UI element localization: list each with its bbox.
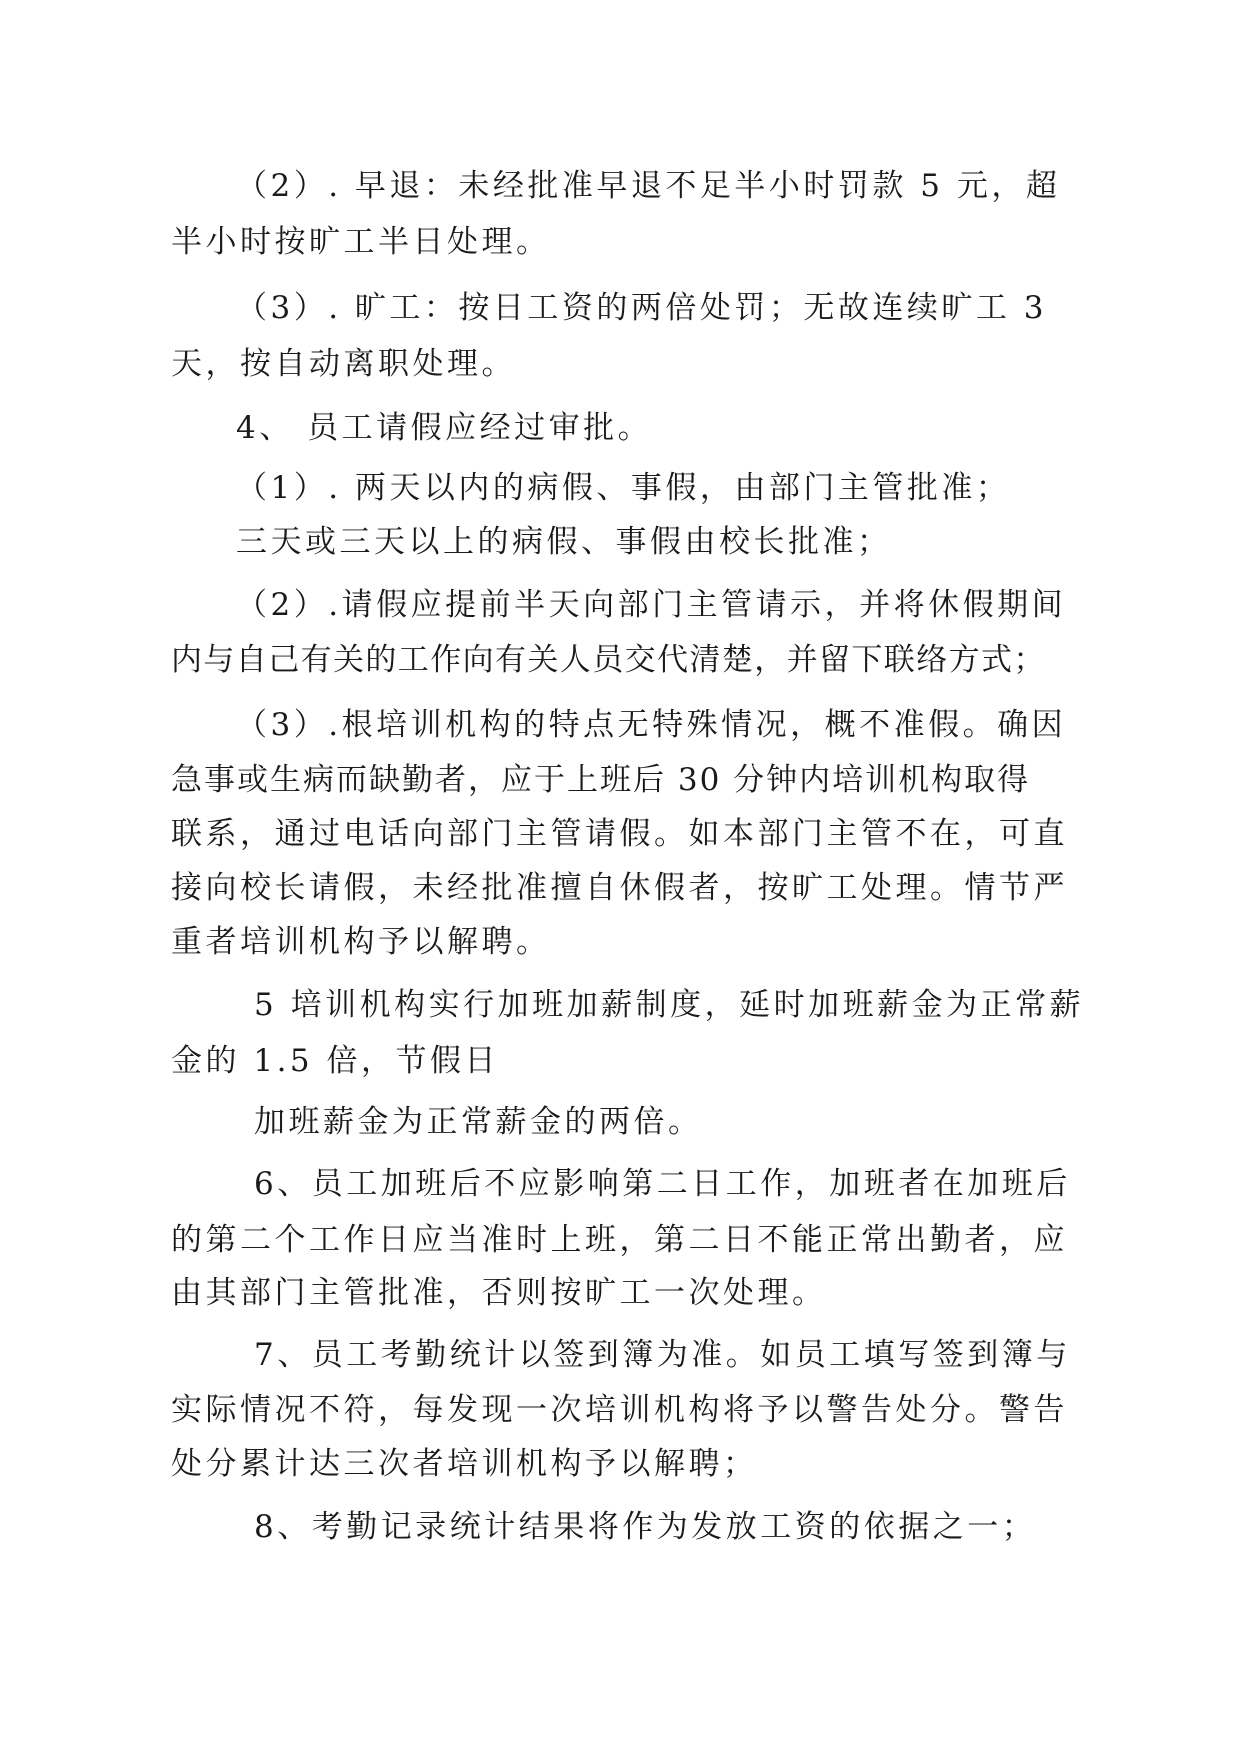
paragraph-line: （3）.根培训机构的特点无特殊情况，概不准假。确因 <box>236 707 1067 743</box>
paragraph-line: 金的 1.5 倍，节假日 <box>171 1043 500 1079</box>
paragraph-line: 5 培训机构实行加班加薪制度，延时加班薪金为正常薪 <box>254 987 1085 1023</box>
paragraph-line: 联系，通过电话向部门主管请假。如本部门主管不在，可直 <box>171 816 1068 852</box>
paragraph-line: 重者培训机构予以解聘。 <box>171 924 551 960</box>
paragraph-line: 6、员工加班后不应影响第二日工作，加班者在加班后 <box>254 1166 1071 1202</box>
paragraph-line: 4、 员工请假应经过审批。 <box>236 410 653 446</box>
paragraph-line: 内与自己有关的工作向有关人员交代清楚，并留下联络方式； <box>171 642 1046 678</box>
paragraph-line: 半小时按旷工半日处理。 <box>171 224 551 260</box>
paragraph-line: （1）. 两天以内的病假、事假，由部门主管批准； <box>236 470 1011 506</box>
paragraph-line: 急事或生病而缺勤者，应于上班后 30 分钟内培训机构取得 <box>171 762 1031 798</box>
paragraph-line: 7、员工考勤统计以签到簿为准。如员工填写签到簿与 <box>254 1337 1071 1373</box>
paragraph-line: 由其部门主管批准，否则按旷工一次处理。 <box>171 1275 827 1311</box>
paragraph-line: 处分累计达三次者培训机构予以解聘； <box>171 1446 758 1482</box>
paragraph-line: 加班薪金为正常薪金的两倍。 <box>254 1104 703 1140</box>
paragraph-line: 接向校长请假，未经批准擅自休假者，按旷工处理。情节严 <box>171 870 1068 906</box>
paragraph-line: （2）.请假应提前半天向部门主管请示，并将休假期间 <box>236 587 1067 623</box>
paragraph-line: 天，按自动离职处理。 <box>171 346 516 382</box>
paragraph-line: （3）. 旷工：按日工资的两倍处罚；无故连续旷工 3 <box>236 290 1048 326</box>
paragraph-line: （2）. 早退：未经批准早退不足半小时罚款 5 元，超 <box>236 168 1061 204</box>
paragraph-line: 的第二个工作日应当准时上班，第二日不能正常出勤者，应 <box>171 1222 1068 1258</box>
paragraph-line: 三天或三天以上的病假、事假由校长批准； <box>236 524 892 560</box>
paragraph-line: 实际情况不符，每发现一次培训机构将予以警告处分。警告 <box>171 1392 1068 1428</box>
paragraph-line: 8、考勤记录统计结果将作为发放工资的依据之一； <box>254 1509 1037 1545</box>
